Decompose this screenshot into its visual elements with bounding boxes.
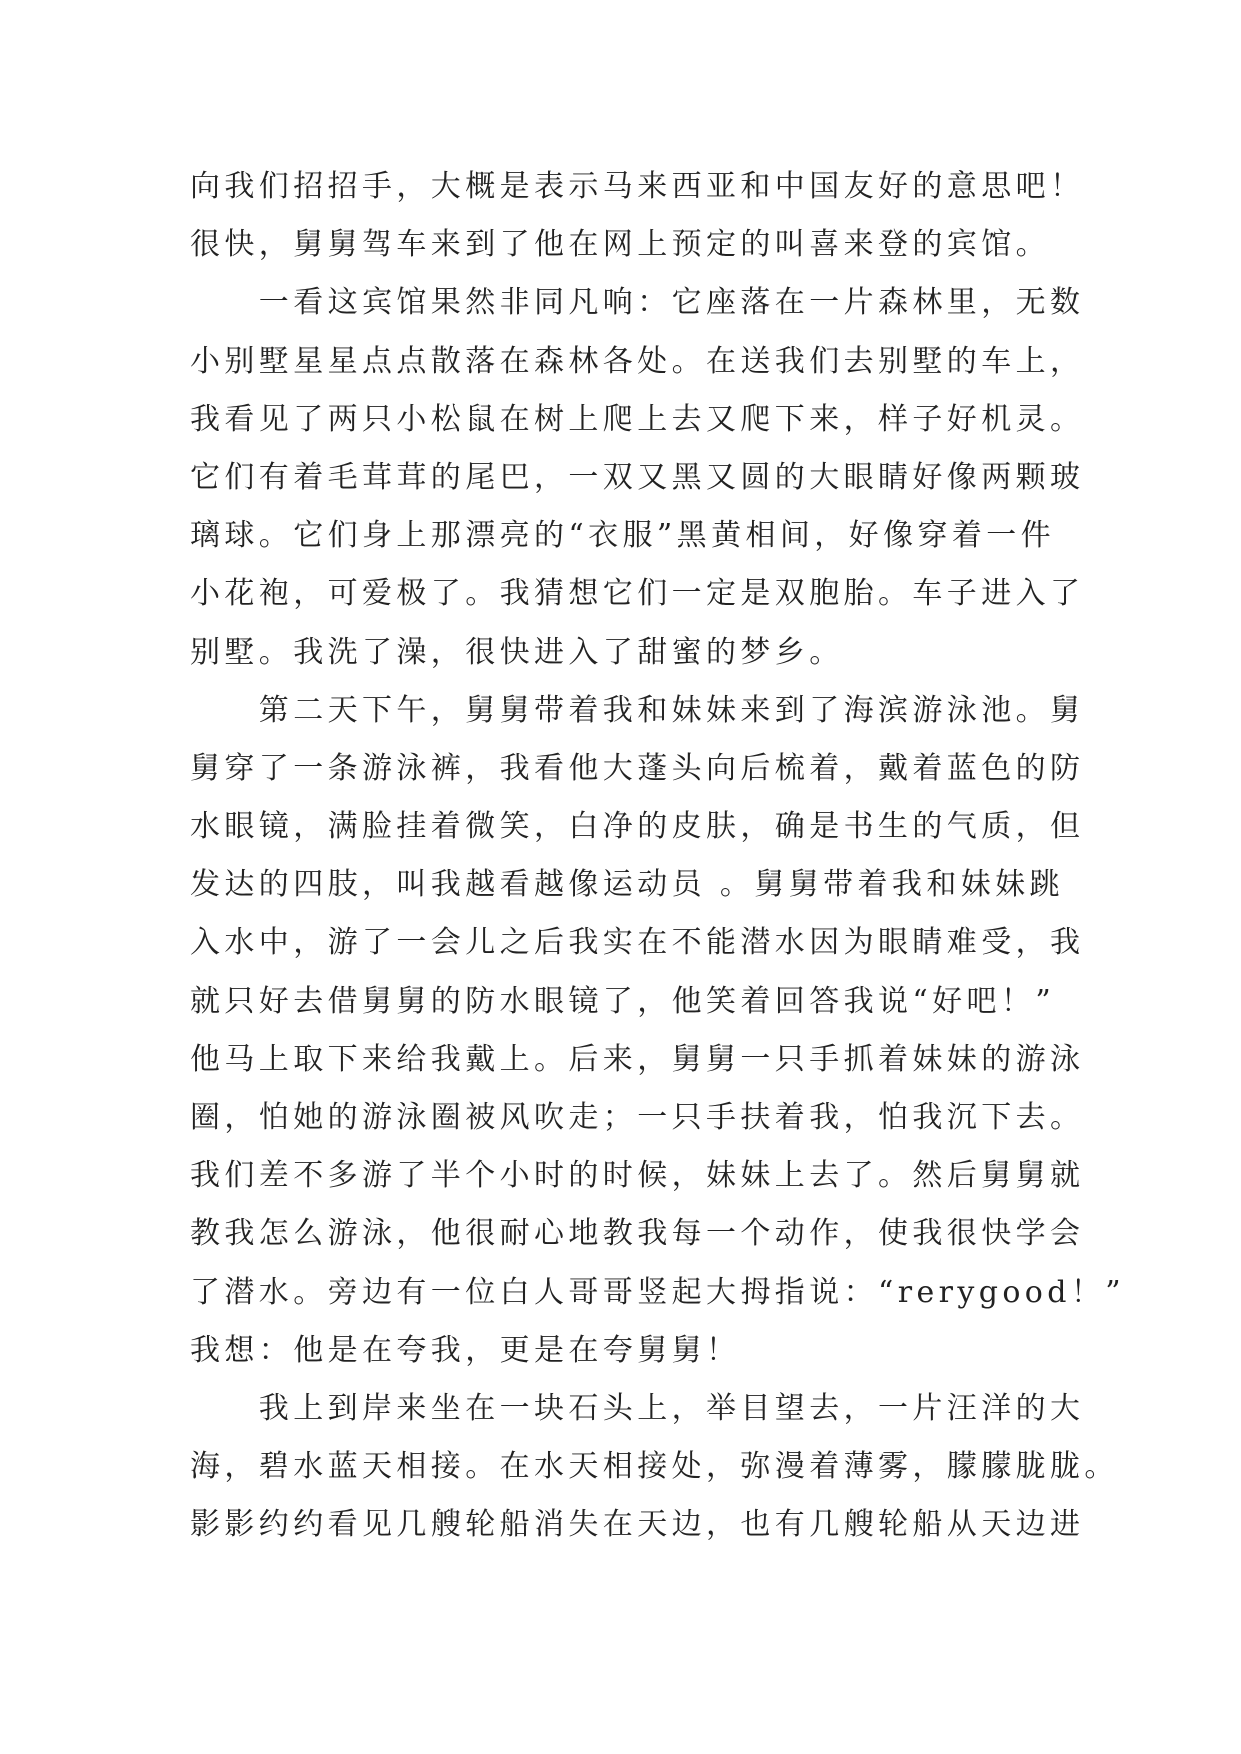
text-line: 影影约约看见几艘轮船消失在天边，也有几艘轮船从天边进 bbox=[190, 1507, 1085, 1543]
text-line: 海，碧水蓝天相接。在水天相接处，弥漫着薄雾，朦朦胧胧。 bbox=[190, 1449, 1119, 1485]
text-line: 它们有着毛茸茸的尾巴，一双又黑又圆的大眼睛好像两颗玻 bbox=[190, 459, 1085, 495]
text-line: 了潜水。旁边有一位白人哥哥竖起大拇指说：“rerygood！” bbox=[190, 1274, 1125, 1310]
text-line: 小别墅星星点点散落在森林各处。在送我们去别墅的车上， bbox=[190, 343, 1085, 379]
text-line: 我看见了两只小松鼠在树上爬上去又爬下来，样子好机灵。 bbox=[190, 401, 1085, 437]
text-line: 教我怎么游泳，他很耐心地教我每一个动作，使我很快学会 bbox=[190, 1216, 1085, 1252]
text-line: 舅穿了一条游泳裤，我看他大蓬头向后梳着，戴着蓝色的防 bbox=[190, 750, 1085, 786]
text-line: 小花袍，可爱极了。我猜想它们一定是双胞胎。车子进入了 bbox=[190, 576, 1085, 612]
text-line: 我想：他是在夸我，更是在夸舅舅！ bbox=[190, 1332, 741, 1368]
text-line: 就只好去借舅舅的防水眼镜了，他笑着回答我说“好吧！” bbox=[190, 983, 1056, 1019]
body-text bbox=[190, 158, 1125, 1555]
text-line: 圈，怕她的游泳圈被风吹走；一只手扶着我，怕我沉下去。 bbox=[190, 1100, 1085, 1135]
text-line: 我上到岸来坐在一块石头上，举目望去，一片汪洋的大 bbox=[190, 1390, 1085, 1426]
text-line: 我们差不多游了半个小时的时候，妹妹上去了。然后舅舅就 bbox=[190, 1158, 1085, 1194]
text-line: 向我们招招手，大概是表示马来西亚和中国友好的意思吧！ bbox=[190, 169, 1085, 204]
text-line: 入水中，游了一会儿之后我实在不能潜水因为眼睛难受，我 bbox=[190, 925, 1085, 961]
text-line: 璃球。它们身上那漂亮的“衣服”黑黄相间，好像穿着一件 bbox=[190, 518, 1056, 554]
text-line: 很快，舅舅驾车来到了他在网上预定的叫喜来登的宾馆。 bbox=[190, 227, 1050, 263]
text-line: 一看这宾馆果然非同凡响：它座落在一片森林里，无数 bbox=[190, 285, 1085, 321]
text-line: 别墅。我洗了澡，很快进入了甜蜜的梦乡。 bbox=[190, 634, 844, 670]
text-line: 发达的四肢，叫我越看越像运动员 。舅舅带着我和妹妹跳 bbox=[190, 867, 1064, 903]
text-line: 水眼镜，满脸挂着微笑，白净的皮肤，确是书生的气质，但 bbox=[190, 809, 1085, 845]
text-line: 他马上取下来给我戴上。后来，舅舅一只手抓着妹妹的游泳 bbox=[190, 1041, 1085, 1077]
text-line: 第二天下午，舅舅带着我和妹妹来到了海滨游泳池。舅 bbox=[190, 692, 1085, 728]
